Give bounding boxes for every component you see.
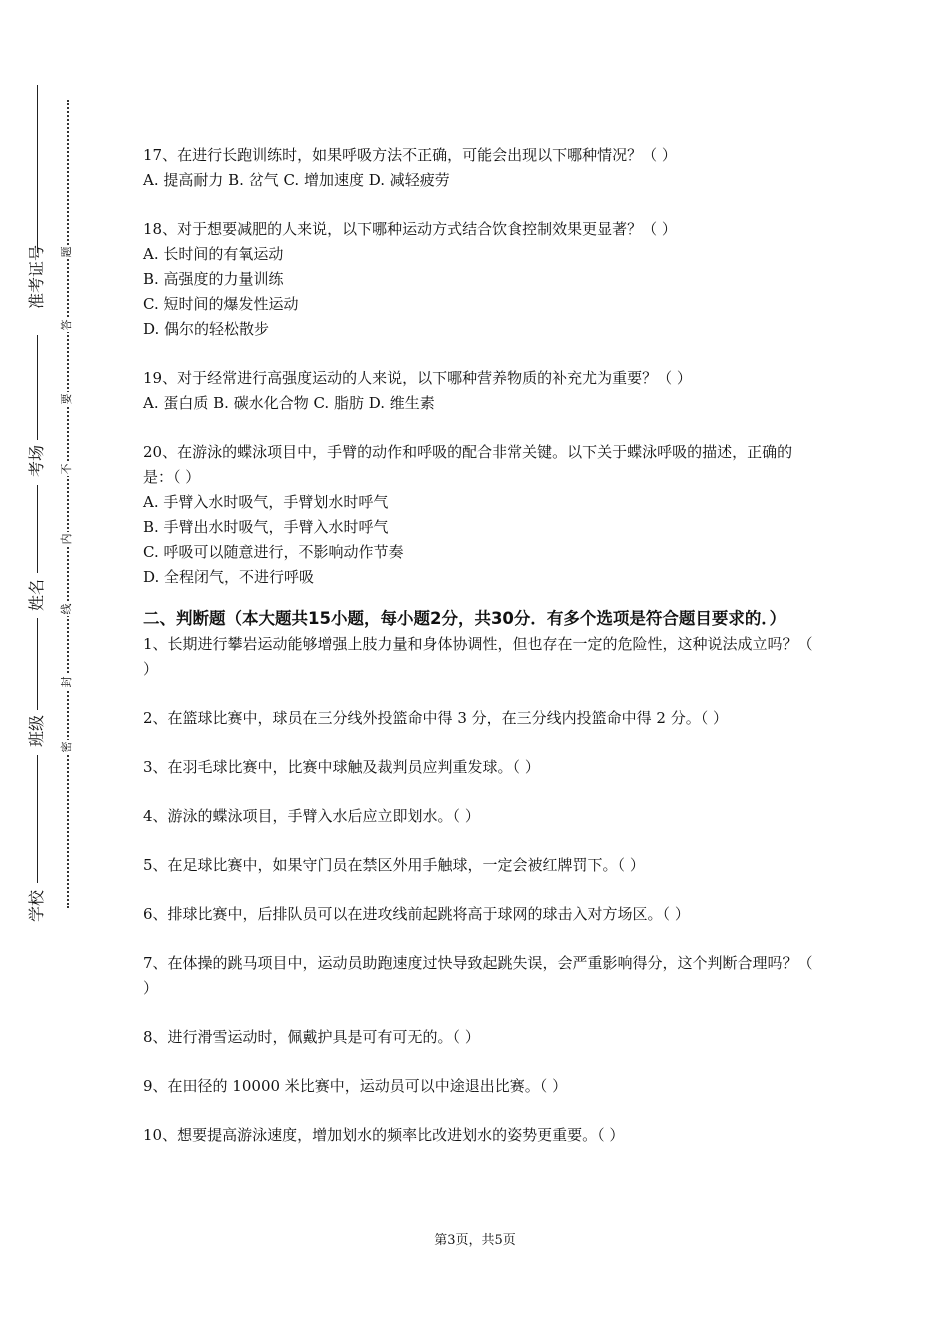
option-b: B. 高强度的力量训练 xyxy=(143,270,284,288)
binding-line-4 xyxy=(37,755,38,883)
school-label: 学校 xyxy=(27,889,46,922)
seal-char: 要 xyxy=(60,393,73,405)
question-options: A. 提高耐力 B. 岔气 C. 增加速度 D. 减轻疲劳 xyxy=(143,171,450,189)
option-d: D. 全程闭气，不进行呼吸 xyxy=(143,568,315,586)
seal-dotted-line xyxy=(67,100,69,908)
judge-question-4: 4、游泳的蝶泳项目，手臂入水后应立即划水。（ ） xyxy=(143,807,480,825)
option-c: C. 短时间的爆发性运动 xyxy=(143,295,299,313)
judge-question-2: 2、在篮球比赛中，球员在三分线外投篮命中得 3 分，在三分线内投篮命中得 2 分。（ ） xyxy=(143,709,728,727)
name-label: 姓名 xyxy=(27,578,46,611)
exam-room-label: 考场 xyxy=(27,444,46,477)
question-options: A. 蛋白质 B. 碳水化合物 C. 脂肪 D. 维生素 xyxy=(143,394,435,412)
option-c: C. 呼吸可以随意进行，不影响动作节奏 xyxy=(143,543,404,561)
judge-question-10: 10、想要提高游泳速度，增加划水的频率比改进划水的姿势更重要。（ ） xyxy=(143,1126,625,1144)
seal-char: 不 xyxy=(60,463,73,475)
binding-line-1 xyxy=(37,335,38,440)
class-label: 班级 xyxy=(27,714,46,747)
seal-char: 题 xyxy=(60,246,73,258)
section-2-title: 二、判断题（本大题共15小题，每小题2分，共30分．有多个选项是符合题目要求的．） xyxy=(143,609,787,628)
question-18 xyxy=(143,217,813,342)
judge-question-1: 1、长期进行攀岩运动能够增强上肢力量和身体协调性，但也存在一定的危险性，这种说法成立吗？（ ） xyxy=(143,635,813,678)
judge-question-5: 5、在足球比赛中，如果守门员在禁区外用手触球，一定会被红牌罚下。（ ） xyxy=(143,856,645,874)
seal-char: 内 xyxy=(60,533,73,545)
seal-char: 密 xyxy=(60,741,73,753)
question-17 xyxy=(143,143,813,193)
judge-question-6: 6、排球比赛中，后排队员可以在进攻线前起跳将高于球网的球击入对方场区。（ ） xyxy=(143,905,690,923)
judge-question-8: 8、进行滑雪运动时，佩戴护具是可有可无的。（ ） xyxy=(143,1028,480,1046)
question-20 xyxy=(143,440,813,590)
exam-id-label: 准考证号 xyxy=(27,244,46,309)
binding-line-top xyxy=(37,85,38,253)
binding-line-3 xyxy=(37,618,38,710)
question-19 xyxy=(143,366,813,416)
option-b: B. 手臂出水时吸气，手臂入水时呼气 xyxy=(143,518,389,536)
question-stem: 17、在进行长跑训练时，如果呼吸方法不正确，可能会出现以下哪种情况？（ ） xyxy=(143,146,677,164)
judge-question-9: 9、在田径的 10000 米比赛中，运动员可以中途退出比赛。（ ） xyxy=(143,1077,568,1095)
judge-question-7: 7、在体操的跳马项目中，运动员助跑速度过快导致起跳失误，会严重影响得分，这个判断合理吗？（ ） xyxy=(143,954,813,997)
judge-question-3: 3、在羽毛球比赛中，比赛中球触及裁判员应判重发球。（ ） xyxy=(143,758,540,776)
seal-char: 封 xyxy=(60,676,73,688)
option-d: D. 偶尔的轻松散步 xyxy=(143,320,270,338)
seal-char: 线 xyxy=(60,603,73,615)
seal-char: 答 xyxy=(60,319,73,331)
page-footer: 第3页，共5页 xyxy=(434,1233,516,1248)
question-stem: 18、对于想要减肥的人来说，以下哪种运动方式结合饮食控制效果更显著？（ ） xyxy=(143,220,677,238)
option-a: A. 手臂入水时吸气，手臂划水时呼气 xyxy=(143,493,389,511)
question-stem: 20、在游泳的蝶泳项目中，手臂的动作和呼吸的配合非常关键。以下关于蝶泳呼吸的描述，正确的是：（ ） xyxy=(143,443,793,486)
binding-line-2 xyxy=(37,485,38,573)
exam-content xyxy=(143,143,813,1172)
option-a: A. 长时间的有氧运动 xyxy=(143,245,284,263)
question-stem: 19、对于经常进行高强度运动的人来说，以下哪种营养物质的补充尤为重要？（ ） xyxy=(143,369,692,387)
